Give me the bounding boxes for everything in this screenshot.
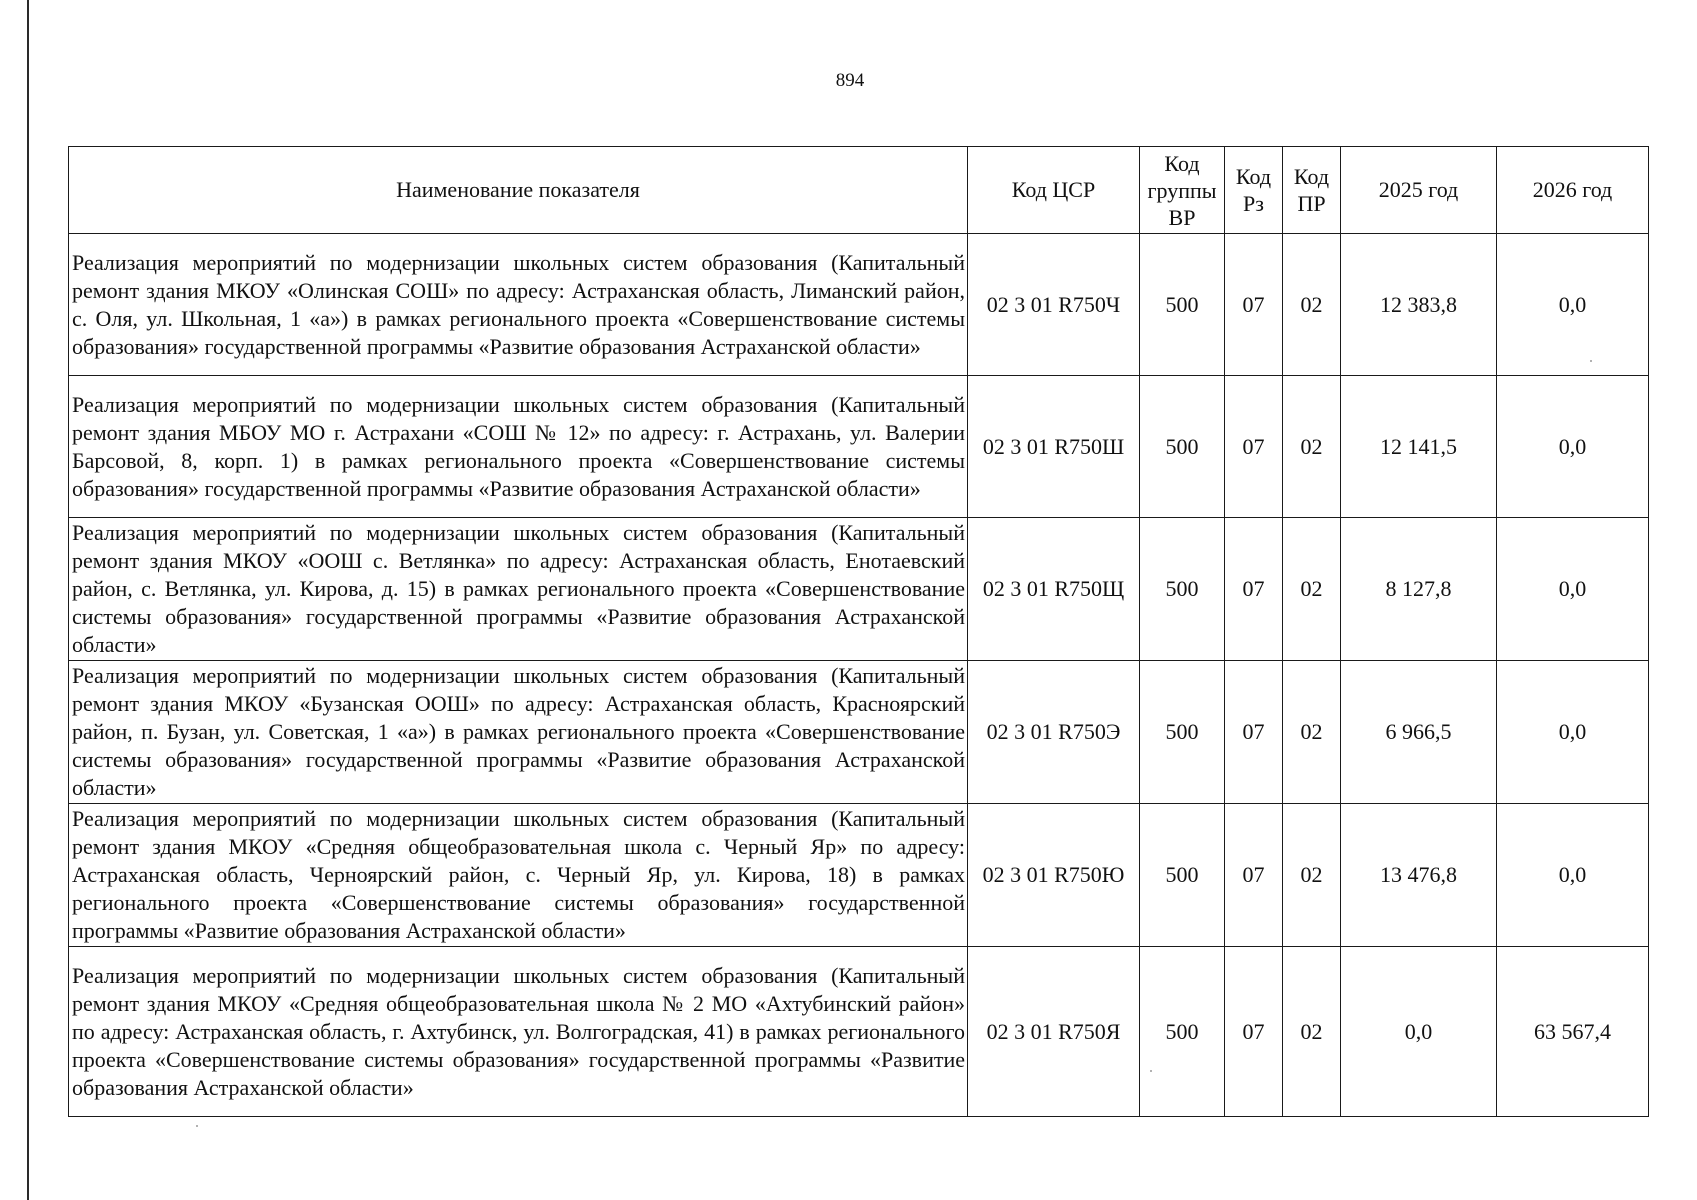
budget-table — [68, 146, 1649, 1117]
header-pr: Код ПР — [1283, 147, 1341, 234]
row-csr-code: 02 3 01 R750Щ — [968, 518, 1140, 661]
row-2025-amount: 13 476,8 — [1341, 804, 1497, 947]
row-2025-amount: 12 383,8 — [1341, 234, 1497, 376]
row-vr-code: 500 — [1140, 376, 1225, 518]
row-pr-code: 02 — [1283, 661, 1341, 804]
row-rz-code: 07 — [1225, 947, 1283, 1117]
table-row — [69, 376, 1649, 518]
row-csr-code: 02 3 01 R750Ч — [968, 234, 1140, 376]
row-2026-amount: 63 567,4 — [1497, 947, 1649, 1117]
table-row — [69, 518, 1649, 661]
row-vr-code: 500 — [1140, 661, 1225, 804]
scan-speck — [1590, 360, 1592, 362]
row-vr-code: 500 — [1140, 804, 1225, 947]
row-name: Реализация мероприятий по модернизации школьных систем образования (Капитальный ремонт здания МКОУ «Бузанская ООШ» по адресу: Астраханская область, Красноярский район, п. Бузан, ул. Советская, 1 «а») в рамках регионального проекта «Совершенствование системы образования» государственной программы «Развитие образования Астраханской области» — [69, 661, 968, 804]
row-name: Реализация мероприятий по модернизации школьных систем образования (Капитальный ремонт здания МКОУ «Средняя общеобразовательная школа с. Черный Яр» по адресу: Астраханская область, Черноярский район, с. Черный Яр, ул. Кирова, 18) в рамках регионального проекта «Совершенствование системы образования» государственной программы «Развитие образования Астраханской области» — [69, 804, 968, 947]
row-csr-code: 02 3 01 R750Ю — [968, 804, 1140, 947]
row-pr-code: 02 — [1283, 518, 1341, 661]
table-row — [69, 234, 1649, 376]
header-rz: Код Рз — [1225, 147, 1283, 234]
row-2026-amount: 0,0 — [1497, 661, 1649, 804]
row-rz-code: 07 — [1225, 234, 1283, 376]
row-pr-code: 02 — [1283, 376, 1341, 518]
row-rz-code: 07 — [1225, 518, 1283, 661]
row-2025-amount: 12 141,5 — [1341, 376, 1497, 518]
table-header-row — [69, 147, 1649, 234]
row-vr-code: 500 — [1140, 947, 1225, 1117]
row-pr-code: 02 — [1283, 804, 1341, 947]
table-row — [69, 661, 1649, 804]
table-row — [69, 947, 1649, 1117]
row-2025-amount: 8 127,8 — [1341, 518, 1497, 661]
row-name: Реализация мероприятий по модернизации школьных систем образования (Капитальный ремонт здания МКОУ «Олинская СОШ» по адресу: Астраханская область, Лиманский район, с. Оля, ул. Школьная, 1 «а») в рамках регионального проекта «Совершенствование системы образования» государственной программы «Развитие образования Астраханской области» — [69, 234, 968, 376]
page-number: 894 — [835, 70, 865, 91]
row-2026-amount: 0,0 — [1497, 804, 1649, 947]
row-rz-code: 07 — [1225, 376, 1283, 518]
row-pr-code: 02 — [1283, 234, 1341, 376]
row-name: Реализация мероприятий по модернизации школьных систем образования (Капитальный ремонт здания МБОУ МО г. Астрахани «СОШ № 12» по адресу: г. Астрахань, ул. Валерии Барсовой, 8, корп. 1) в рамках регионального проекта «Совершенствование системы образования» государственной программы «Развитие образования Астраханской области» — [69, 376, 968, 518]
row-2026-amount: 0,0 — [1497, 376, 1649, 518]
table-row — [69, 804, 1649, 947]
row-pr-code: 02 — [1283, 947, 1341, 1117]
row-name: Реализация мероприятий по модернизации школьных систем образования (Капитальный ремонт здания МКОУ «Средняя общеобразовательная школа № 2 МО «Ахтубинский район» по адресу: Астраханская область, г. Ахтубинск, ул. Волгоградская, 41) в рамках регионального проекта «Совершенствование системы образования» государственной программы «Развитие образования Астраханской области» — [69, 947, 968, 1117]
header-2025: 2025 год — [1341, 147, 1497, 234]
row-name: Реализация мероприятий по модернизации школьных систем образования (Капитальный ремонт здания МКОУ «ООШ с. Ветлянка» по адресу: Астраханская область, Енотаевский район, с. Ветлянка, ул. Кирова, д. 15) в рамках регионального проекта «Совершенствование системы образования» государственной программы «Развитие образования Астраханской области» — [69, 518, 968, 661]
row-csr-code: 02 3 01 R750Ш — [968, 376, 1140, 518]
row-vr-code: 500 — [1140, 518, 1225, 661]
row-rz-code: 07 — [1225, 804, 1283, 947]
row-2026-amount: 0,0 — [1497, 518, 1649, 661]
row-2025-amount: 6 966,5 — [1341, 661, 1497, 804]
row-csr-code: 02 3 01 R750Э — [968, 661, 1140, 804]
row-csr-code: 02 3 01 R750Я — [968, 947, 1140, 1117]
header-vr: Код группы ВР — [1140, 147, 1225, 234]
row-vr-code: 500 — [1140, 234, 1225, 376]
scan-speck — [1150, 1070, 1152, 1072]
header-2026: 2026 год — [1497, 147, 1649, 234]
header-name: Наименование показателя — [69, 147, 968, 234]
scan-speck — [196, 1125, 198, 1127]
row-rz-code: 07 — [1225, 661, 1283, 804]
row-2026-amount: 0,0 — [1497, 234, 1649, 376]
page-binding-line — [27, 0, 29, 1200]
header-csr: Код ЦСР — [968, 147, 1140, 234]
row-2025-amount: 0,0 — [1341, 947, 1497, 1117]
